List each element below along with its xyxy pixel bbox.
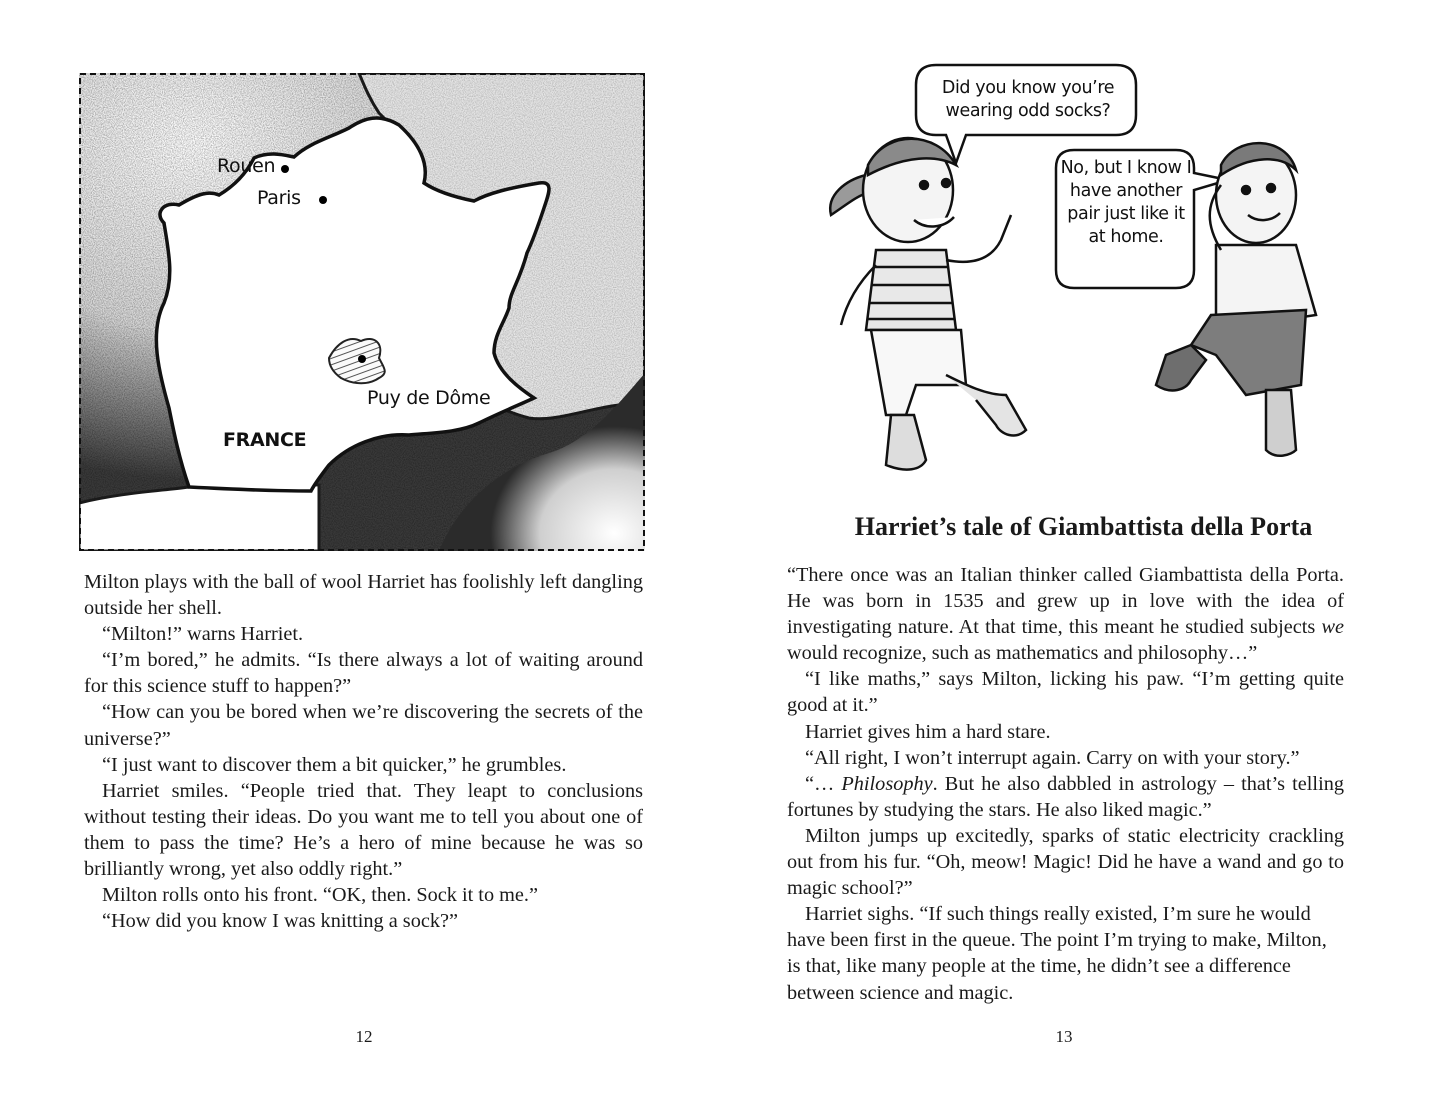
right-page [722,0,1445,1106]
harriet-milton-illustration [796,55,1356,495]
map-label-paris: Paris [257,187,301,209]
paragraph: “I just want to discover them a bit quicker,” he grumbles. [102,753,567,776]
paragraph: Milton jumps up excitedly, sparks of static electricity crackling out from his fur. “Oh, meow! Magic! Did he have a wand and go to magic school?” [787,824,1344,900]
harriet-figure [830,138,1026,470]
text-run: . But he also dabbled in astrology – that’s telling fortunes by studying the stars. He also liked magic.” [787,772,1344,821]
boy-speech-bubble: No, but I know I have another pair just like it at home. [1060,158,1192,247]
left-page-text [84,569,643,934]
harriet-speech-bubble: Did you know you’re wearing odd socks? [941,78,1115,121]
chapter-title: Harriet’s tale of Giambattista della Porta [854,512,1313,541]
paragraph: Harriet gives him a hard stare. [805,720,1051,743]
emphasis-text: Philosophy [841,772,933,795]
paragraph: “I’m bored,” he admits. “Is there always a lot of waiting around for this science stuff to happen?” [84,649,643,698]
map-label-rouen: Rouen [217,155,276,177]
paragraph: “Milton!” warns Harriet. [102,623,304,646]
text-run: would recognize, such as mathematics and philosophy…” [787,642,1258,665]
text-run: “There once was an Italian thinker called Giambattista della Porta. He was born in 1535 and grew up in love with the idea of investigating nature. At that time, this meant he studied subjects [787,564,1344,639]
text-run: “… [805,772,842,795]
france-map-illustration [79,73,645,551]
left-page [0,0,722,1106]
map-label-puy-de-dome: Puy de Dôme [367,387,491,409]
emphasis-text: we [1321,616,1344,639]
france-map [79,73,645,551]
paragraph [787,562,1344,666]
paragraph: “How did you know I was knitting a sock?” [102,910,458,933]
paragraph: Harriet sighs. “If such things really existed, I’m sure he would have been first in the queue. The point I’m trying to make, Milton, is that, like many people at the time, he didn’t see a difference between science and magic. [787,903,1327,1004]
paragraph: “All right, I won’t interrupt again. Carry on with your story.” [805,746,1300,769]
right-page-text [787,562,1344,1006]
paragraph: Milton rolls onto his front. “OK, then. Sock it to me.” [102,884,539,907]
paragraph: “How can you be bored when we’re discovering the secrets of the universe?” [84,701,643,750]
map-label-france: FRANCE [223,429,307,451]
paragraph [787,771,1344,823]
paragraph: Milton plays with the ball of wool Harriet has foolishly left dangling outside her shell. [84,571,643,620]
page-number-right: 13 [1055,1027,1073,1046]
paragraph: “I like maths,” says Milton, licking his paw. “I’m getting quite good at it.” [787,668,1344,717]
page-number-left: 12 [355,1027,373,1046]
paragraph: Harriet smiles. “People tried that. They leapt to conclusions without testing their ideas. Do you want me to tell you about one of them to pass the time? He’s a hero of mine because he was so brilliantly wrong, yet also oddly right.” [84,779,643,881]
